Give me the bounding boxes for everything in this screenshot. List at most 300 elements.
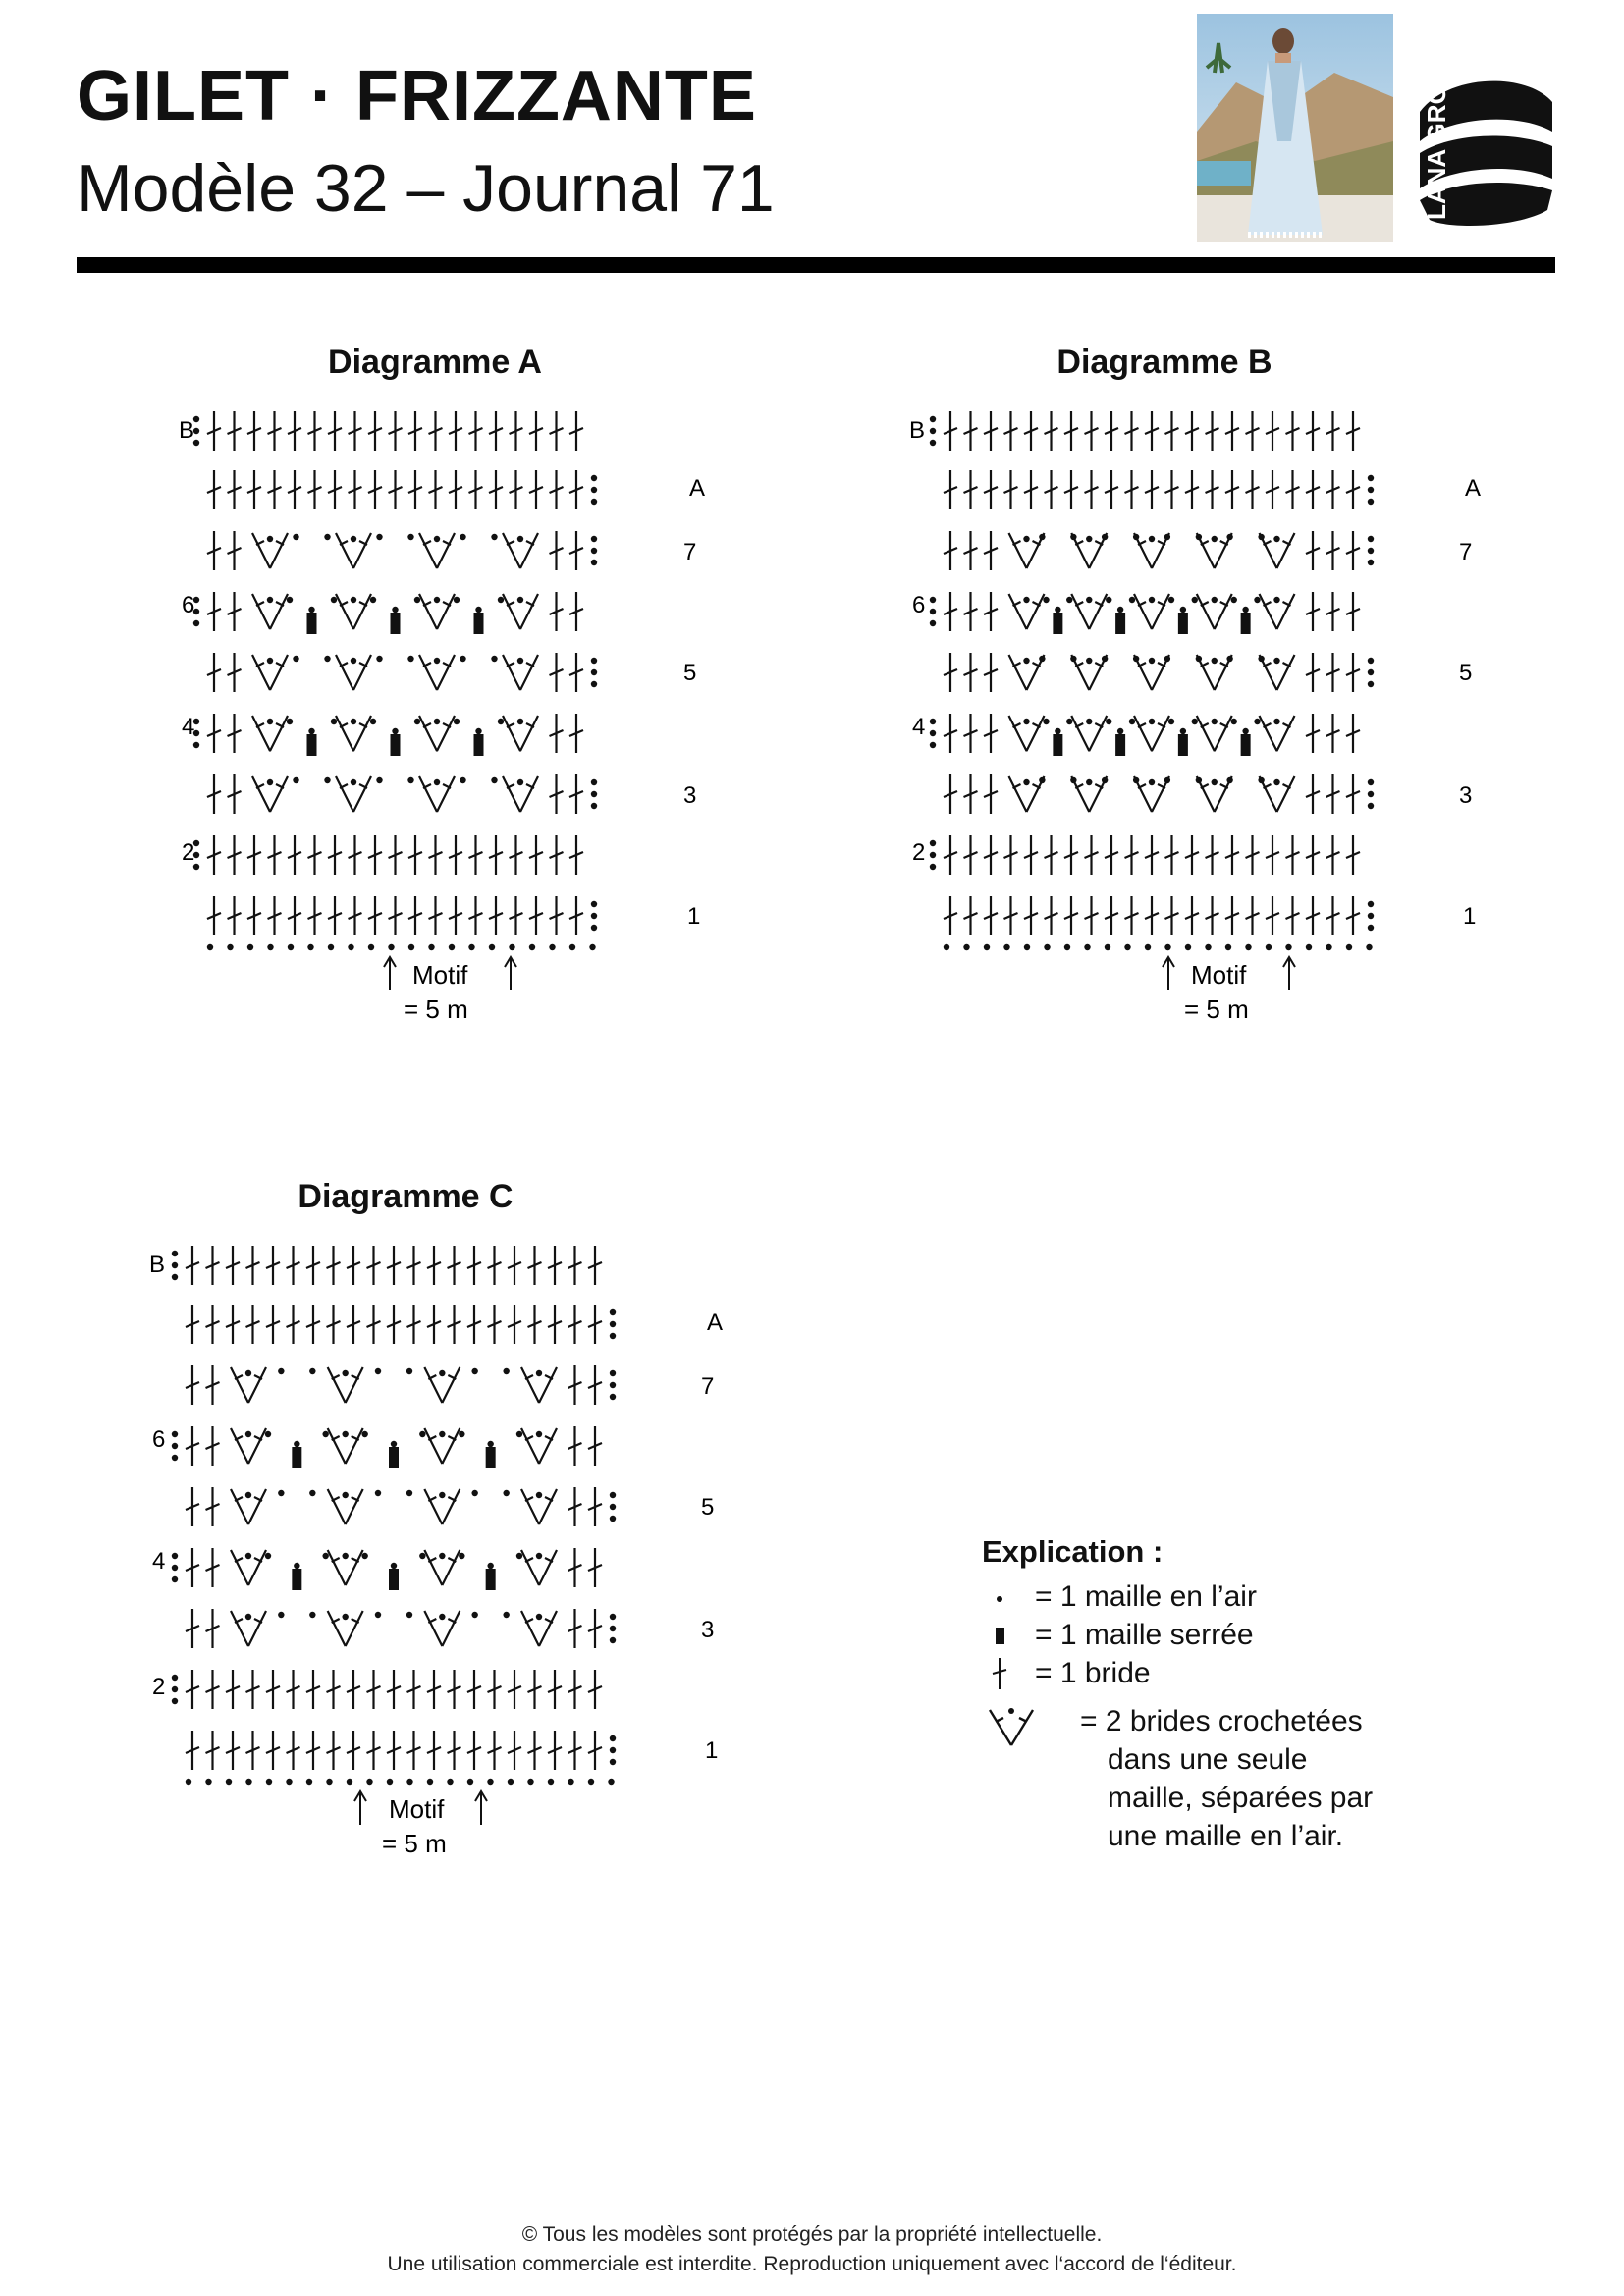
legend-double-crochet-text: = 1 bride (1035, 1657, 1151, 1689)
chain-mark (370, 597, 376, 603)
double-crochet-mark (347, 1731, 360, 1770)
chain-mark (278, 1368, 284, 1374)
chain-mark (1149, 536, 1155, 542)
chain-mark (407, 534, 413, 540)
double-crochet-mark (488, 1731, 502, 1770)
chain-mark (361, 1553, 367, 1559)
chain-mark (1212, 597, 1218, 603)
double-crochet-mark (489, 835, 503, 875)
chain-mark (342, 1431, 348, 1437)
double-crochet-mark (964, 653, 978, 692)
double-crochet-mark (1346, 774, 1360, 814)
double-crochet-mark (429, 470, 443, 509)
chain-mark (1368, 475, 1374, 481)
chain-mark (1368, 681, 1374, 687)
double-crochet-mark (528, 1670, 542, 1709)
chain-mark (351, 536, 356, 542)
double-crochet-mark (569, 896, 583, 935)
double-crochet-mark (266, 1246, 280, 1285)
double-crochet-mark (1326, 531, 1340, 570)
diagram-b-title: Diagramme B (1056, 344, 1272, 381)
chain-mark (930, 730, 936, 736)
chain-mark (930, 620, 936, 626)
chain-mark (1273, 779, 1279, 785)
chain-mark (265, 1553, 271, 1559)
chain-mark (610, 1504, 616, 1510)
double-crochet-mark (1064, 835, 1078, 875)
chain-mark (226, 1779, 232, 1785)
chain-mark (1258, 534, 1264, 540)
chain-mark (1180, 607, 1186, 613)
diagram-c-row-label-a: A (707, 1309, 724, 1336)
chain-mark (1196, 534, 1202, 540)
chain-mark (265, 1431, 271, 1437)
double-crochet-mark (588, 1365, 602, 1405)
chain-mark (370, 719, 376, 724)
double-crochet-mark (548, 1731, 562, 1770)
double-crochet-mark (1206, 835, 1219, 875)
chain-mark (1242, 728, 1248, 734)
chain-mark (245, 1431, 251, 1437)
double-crochet-mark (550, 592, 564, 631)
double-crochet-mark (448, 1731, 461, 1770)
double-crochet-mark (1085, 411, 1099, 451)
chain-mark (1368, 487, 1374, 493)
double-crochet-mark (1306, 470, 1320, 509)
double-crochet-mark (529, 835, 543, 875)
chain-mark (610, 1759, 616, 1765)
chain-mark (247, 944, 253, 950)
diagram-a-row-label-a: A (689, 475, 706, 502)
double-crochet-mark (206, 1609, 220, 1648)
single-crochet-mark (1115, 734, 1125, 756)
chain-mark (1366, 944, 1372, 950)
chain-mark (1023, 658, 1029, 664)
double-crochet-mark (349, 896, 362, 935)
page-title: GILET · FRIZZANTE (77, 57, 757, 135)
single-crochet-mark (391, 734, 401, 756)
double-crochet-mark (327, 1305, 341, 1344)
double-crochet-mark (1306, 531, 1320, 570)
chain-mark (503, 1490, 509, 1496)
chain-mark (460, 777, 465, 783)
double-crochet-mark (528, 1731, 542, 1770)
single-crochet-mark (486, 1569, 496, 1590)
double-crochet-mark (1185, 835, 1199, 875)
chain-mark (294, 1441, 299, 1447)
chain-mark (1086, 597, 1092, 603)
double-crochet-mark (944, 592, 957, 631)
chain-mark (591, 475, 597, 481)
double-crochet-mark (1206, 470, 1219, 509)
double-crochet-mark (1266, 835, 1279, 875)
chain-mark (1285, 944, 1291, 950)
chain-mark (267, 779, 273, 785)
chain-mark (1212, 719, 1218, 724)
chain-mark (309, 1612, 315, 1618)
chain-mark (245, 1614, 251, 1620)
double-crochet-mark (1045, 835, 1058, 875)
chain-mark (610, 1382, 616, 1388)
double-crochet-mark (389, 835, 403, 875)
chain-mark (591, 536, 597, 542)
chain-mark (588, 1779, 594, 1785)
chain-mark (1368, 658, 1374, 664)
double-crochet-mark (467, 1246, 481, 1285)
double-crochet-mark (226, 1246, 240, 1285)
chain-mark (1368, 536, 1374, 542)
chain-mark (414, 597, 420, 603)
double-crochet-mark (1105, 835, 1118, 875)
diagram-a-row-label-2: 2 (182, 839, 195, 866)
double-crochet-mark (1125, 411, 1139, 451)
chain-mark (454, 719, 460, 724)
double-crochet-mark (1225, 411, 1239, 451)
chain-mark (406, 1612, 412, 1618)
double-crochet-mark (288, 411, 301, 451)
double-crochet-mark (186, 1365, 199, 1405)
double-crochet-mark (228, 774, 242, 814)
chain-mark (419, 1553, 425, 1559)
double-crochet-mark (550, 531, 564, 570)
double-crochet-mark (508, 1246, 521, 1285)
chain-mark (454, 597, 460, 603)
double-crochet-mark (347, 1670, 360, 1709)
chain-mark (1306, 944, 1312, 950)
chain-mark (1117, 607, 1123, 613)
chain-mark (1145, 944, 1151, 950)
diagram-b-row-label-a: A (1465, 475, 1482, 502)
brand-logo (1410, 73, 1557, 230)
single-crochet-mark (389, 1447, 399, 1468)
double-crochet-mark (548, 1246, 562, 1285)
double-crochet-mark (508, 1305, 521, 1344)
double-crochet-mark (964, 470, 978, 509)
double-crochet-mark (569, 411, 583, 451)
double-crochet-mark (568, 1487, 582, 1526)
double-crochet-mark (1346, 470, 1360, 509)
chain-mark (309, 1490, 315, 1496)
double-crochet-mark (429, 411, 443, 451)
legend-item-v-stitch (982, 1702, 1492, 1855)
chain-mark (406, 1368, 412, 1374)
double-crochet-mark (568, 1305, 582, 1344)
double-crochet-mark (207, 531, 221, 570)
footer-copyright: © Tous les modèles sont protégés par la propriété intellectuelle. (521, 2223, 1103, 2246)
single-crochet-mark (474, 734, 484, 756)
double-crochet-mark (246, 1731, 260, 1770)
chain-mark (306, 1779, 312, 1785)
double-crochet-mark (266, 1670, 280, 1709)
chain-mark (351, 779, 356, 785)
chain-mark (1106, 719, 1111, 724)
double-crochet-mark (368, 411, 382, 451)
chain-mark (278, 1612, 284, 1618)
chain-mark (1212, 779, 1218, 785)
chain-mark (591, 803, 597, 809)
double-crochet-mark (964, 714, 978, 753)
double-crochet-mark (1326, 411, 1340, 451)
double-crochet-mark (1004, 896, 1018, 935)
double-crochet-mark (588, 1609, 602, 1648)
double-crochet-mark (1346, 531, 1360, 570)
double-crochet-mark (387, 1670, 401, 1709)
double-crochet-mark (427, 1305, 441, 1344)
double-crochet-mark (1266, 411, 1279, 451)
chain-mark (1133, 656, 1139, 662)
chain-mark (267, 597, 273, 603)
double-crochet-mark (508, 1670, 521, 1709)
double-crochet-mark (1045, 896, 1058, 935)
v-stitch-icon (982, 1698, 1041, 1757)
double-crochet-mark (1246, 470, 1260, 509)
chain-mark (1164, 777, 1170, 783)
double-crochet-mark (510, 411, 523, 451)
chain-mark (1086, 719, 1092, 724)
double-crochet-mark (1326, 835, 1340, 875)
chain-mark (610, 1516, 616, 1522)
double-crochet-mark (984, 896, 998, 935)
double-crochet-mark (367, 1670, 381, 1709)
chain-mark (293, 656, 298, 662)
chain-mark (172, 1274, 178, 1280)
chain-mark (1023, 536, 1029, 542)
chain-mark (459, 1431, 464, 1437)
chain-mark (1133, 777, 1139, 783)
double-crochet-mark (308, 411, 322, 451)
chain-mark (591, 791, 597, 797)
footer-usage: Une utilisation commerciale est interdite. Reproduction uniquement avec l‘accord de l‘éditeur. (387, 2253, 1237, 2275)
double-crochet-mark (1346, 592, 1360, 631)
chain-mark (591, 487, 597, 493)
double-crochet-mark (508, 1731, 521, 1770)
chain-mark (293, 534, 298, 540)
diagram-a-row-label-7: 7 (683, 539, 697, 565)
double-crochet-mark (588, 1426, 602, 1466)
chain-mark (1039, 656, 1045, 662)
chain-mark (287, 597, 293, 603)
chain-mark (328, 944, 334, 950)
double-crochet-mark (347, 1246, 360, 1285)
double-crochet-mark (469, 896, 483, 935)
chain-mark (245, 1779, 251, 1785)
double-crochet-mark (1085, 470, 1099, 509)
chain-mark (406, 1490, 412, 1496)
chain-mark (487, 1441, 493, 1447)
double-crochet-mark (488, 1305, 502, 1344)
chain-mark (1102, 777, 1108, 783)
diagram-c-row-label-3: 3 (701, 1617, 715, 1643)
double-crochet-mark (569, 774, 583, 814)
chain-mark (172, 1698, 178, 1704)
double-crochet-mark (568, 1609, 582, 1648)
diagram-c-motif-value: = 5 m (382, 1829, 447, 1858)
chain-mark (205, 1779, 211, 1785)
double-crochet-mark (408, 470, 422, 509)
double-crochet-mark (528, 1305, 542, 1344)
double-crochet-mark (449, 470, 462, 509)
chain-mark (1368, 548, 1374, 554)
chain-mark (1023, 719, 1029, 724)
chain-mark (186, 1779, 191, 1785)
chain-mark (1064, 944, 1070, 950)
chain-mark (1231, 719, 1237, 724)
chain-mark (324, 777, 330, 783)
chain-mark (1044, 944, 1050, 950)
chain-mark (1086, 779, 1092, 785)
chain-mark (1133, 534, 1139, 540)
chain-mark (376, 534, 382, 540)
double-crochet-mark (550, 835, 564, 875)
double-crochet-mark (429, 896, 443, 935)
chain-mark (1368, 925, 1374, 931)
chain-mark (308, 607, 314, 613)
double-crochet-mark (368, 835, 382, 875)
diagram-a-motif-label: Motif (412, 960, 468, 989)
chain-mark (392, 607, 398, 613)
double-crochet-mark (1326, 470, 1340, 509)
double-crochet-mark (328, 411, 342, 451)
chain-mark (366, 1779, 372, 1785)
chain-mark (1117, 728, 1123, 734)
double-crochet-mark (368, 896, 382, 935)
double-crochet-mark (408, 835, 422, 875)
double-crochet-mark (1024, 470, 1038, 509)
double-crochet-mark (308, 896, 322, 935)
double-crochet-mark (1306, 896, 1320, 935)
chain-mark (245, 1492, 251, 1498)
chain-mark (516, 1553, 522, 1559)
chain-mark (1124, 944, 1130, 950)
chain-mark (348, 944, 353, 950)
double-crochet-mark (569, 470, 583, 509)
double-crochet-mark (1045, 411, 1058, 451)
double-crochet-mark (1286, 411, 1300, 451)
double-crochet-mark (588, 1670, 602, 1709)
double-crochet-mark (944, 531, 957, 570)
chain-mark (342, 1553, 348, 1559)
chain-mark (508, 1779, 514, 1785)
chain-mark (172, 1553, 178, 1559)
chain-stitch-icon (982, 1577, 1021, 1616)
double-crochet-mark (568, 1426, 582, 1466)
chain-mark (610, 1626, 616, 1631)
diagram-a-row-label-4: 4 (182, 714, 195, 740)
chain-mark (1368, 803, 1374, 809)
double-crochet-mark (529, 411, 543, 451)
single-crochet-mark (292, 1447, 301, 1468)
chain-mark (591, 669, 597, 675)
double-crochet-mark (1004, 835, 1018, 875)
chain-mark (1149, 597, 1155, 603)
chain-mark (388, 944, 394, 950)
chain-mark (536, 1370, 542, 1376)
single-crochet-mark (1241, 613, 1251, 634)
double-crochet-mark (984, 774, 998, 814)
chain-mark (529, 944, 535, 950)
chain-mark (1105, 944, 1110, 950)
double-crochet-mark (268, 896, 282, 935)
chain-mark (1086, 658, 1092, 664)
chain-mark (439, 1431, 445, 1437)
double-crochet-mark (1145, 896, 1159, 935)
chain-mark (449, 944, 455, 950)
chain-mark (610, 1747, 616, 1753)
diagram-c-row-label-6: 6 (152, 1426, 166, 1453)
chain-mark (324, 534, 330, 540)
double-crochet-mark (228, 531, 242, 570)
chain-mark (517, 779, 523, 785)
double-crochet-mark (569, 653, 583, 692)
chain-mark (1273, 719, 1279, 724)
double-crochet-mark (1266, 470, 1279, 509)
double-crochet-mark (964, 592, 978, 631)
chain-mark (930, 742, 936, 748)
single-crochet-mark (1053, 734, 1062, 756)
double-crochet-mark (1064, 411, 1078, 451)
diagram-c-title: Diagramme C (298, 1178, 514, 1215)
chain-mark (1070, 656, 1076, 662)
chain-mark (439, 1492, 445, 1498)
diagram-a-motif-value: = 5 m (404, 994, 468, 1024)
double-crochet-mark (328, 835, 342, 875)
chain-mark (610, 1309, 616, 1315)
chain-mark (1168, 719, 1174, 724)
chain-mark (548, 1779, 554, 1785)
double-crochet-mark (489, 470, 503, 509)
double-crochet-mark (1306, 592, 1320, 631)
double-crochet-mark (1004, 470, 1018, 509)
chain-mark (351, 597, 356, 603)
double-crochet-mark (550, 774, 564, 814)
double-crochet-mark (510, 470, 523, 509)
double-crochet-mark (207, 714, 221, 753)
double-crochet-mark (550, 896, 564, 935)
double-crochet-mark (964, 896, 978, 935)
chain-mark (610, 1333, 616, 1339)
diagram-c-row-label-4: 4 (152, 1548, 166, 1575)
chain-mark (1102, 656, 1108, 662)
logo-wordmark: LANA GROSSA (1422, 73, 1451, 220)
double-crochet-mark (228, 470, 242, 509)
chain-mark (1242, 607, 1248, 613)
chain-mark (434, 719, 440, 724)
double-crochet-mark (1125, 896, 1139, 935)
chain-mark (267, 658, 273, 664)
chain-mark (591, 658, 597, 664)
chain-mark (1106, 597, 1111, 603)
double-crochet-mark (308, 835, 322, 875)
chain-mark (407, 656, 413, 662)
chain-mark (475, 728, 481, 734)
chain-mark (930, 840, 936, 846)
double-crochet-mark (308, 470, 322, 509)
double-crochet-mark (186, 1246, 199, 1285)
chain-mark (984, 944, 990, 950)
double-crochet-mark (207, 896, 221, 935)
double-crochet-mark (287, 1731, 300, 1770)
double-crochet-mark (368, 470, 382, 509)
double-crochet-mark (367, 1731, 381, 1770)
chain-mark (963, 944, 969, 950)
double-crochet-mark (407, 1246, 421, 1285)
double-crochet-mark (287, 1305, 300, 1344)
double-crochet-mark (1105, 411, 1118, 451)
chain-mark (376, 656, 382, 662)
double-crochet-mark (186, 1670, 199, 1709)
chain-mark (1368, 560, 1374, 565)
chain-mark (376, 777, 382, 783)
